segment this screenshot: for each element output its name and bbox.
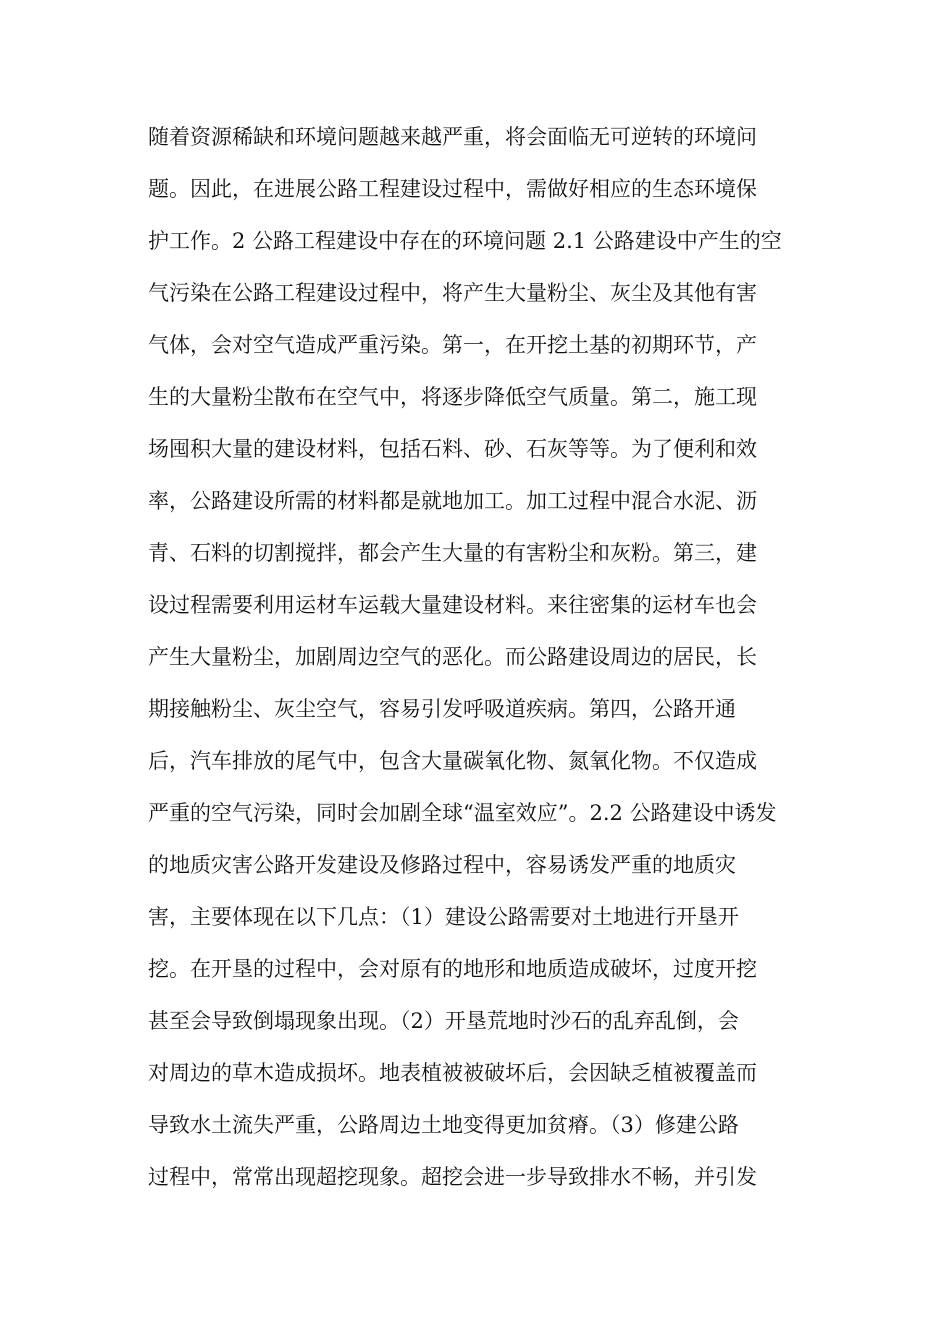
text-line: 害，主要体现在以下几点：（1）建设公路需要对土地进行开垦开 xyxy=(148,905,739,929)
text-line: 护工作。2 公路工程建设中存在的环境问题 2.1 公路建设中产生的空 xyxy=(148,229,782,253)
text-line: 场囤积大量的建设材料，包括石料、砂、石灰等等。为了便利和效 xyxy=(148,437,757,461)
text-line: 产生大量粉尘，加剧周边空气的恶化。而公路建设周边的居民，长 xyxy=(148,645,757,669)
text-line: 气污染在公路工程建设过程中，将产生大量粉尘、灰尘及其他有害 xyxy=(148,281,757,305)
text-line: 期接触粉尘、灰尘空气，容易引发呼吸道疾病。第四，公路开通 xyxy=(148,697,736,721)
text-line: 严重的空气污染，同时会加剧全球“温室效应”。2.2 公路建设中诱发 xyxy=(148,801,777,825)
text-line: 题。因此，在进展公路工程建设过程中，需做好相应的生态环境保 xyxy=(148,177,757,201)
text-line: 设过程需要利用运材车运载大量建设材料。来往密集的运材车也会 xyxy=(148,593,757,617)
text-line: 甚至会导致倒塌现象出现。（2）开垦荒地时沙石的乱弃乱倒，会 xyxy=(148,1009,739,1033)
text-line: 过程中，常常出现超挖现象。超挖会进一步导致排水不畅，并引发 xyxy=(148,1165,757,1189)
text-line: 随着资源稀缺和环境问题越来越严重，将会面临无可逆转的环境问 xyxy=(148,125,757,149)
body-paragraph xyxy=(148,111,808,1203)
text-line: 气体，会对空气造成严重污染。第一，在开挖土基的初期环节，产 xyxy=(148,333,757,357)
text-line: 生的大量粉尘散布在空气中，将逐步降低空气质量。第二，施工现 xyxy=(148,385,757,409)
text-line: 挖。在开垦的过程中，会对原有的地形和地质造成破坏，过度开挖 xyxy=(148,957,757,981)
text-line: 对周边的草木造成损坏。地表植被被破坏后，会因缺乏植被覆盖而 xyxy=(148,1061,757,1085)
text-line: 导致水土流失严重，公路周边土地变得更加贫瘠。（3）修建公路 xyxy=(148,1113,739,1137)
text-line: 的地质灾害公路开发建设及修路过程中，容易诱发严重的地质灾 xyxy=(148,853,736,877)
text-line: 青、石料的切割搅拌，都会产生大量的有害粉尘和灰粉。第三，建 xyxy=(148,541,757,565)
text-line: 率，公路建设所需的材料都是就地加工。加工过程中混合水泥、沥 xyxy=(148,489,757,513)
text-line: 后，汽车排放的尾气中，包含大量碳氧化物、氮氧化物。不仅造成 xyxy=(148,749,757,773)
